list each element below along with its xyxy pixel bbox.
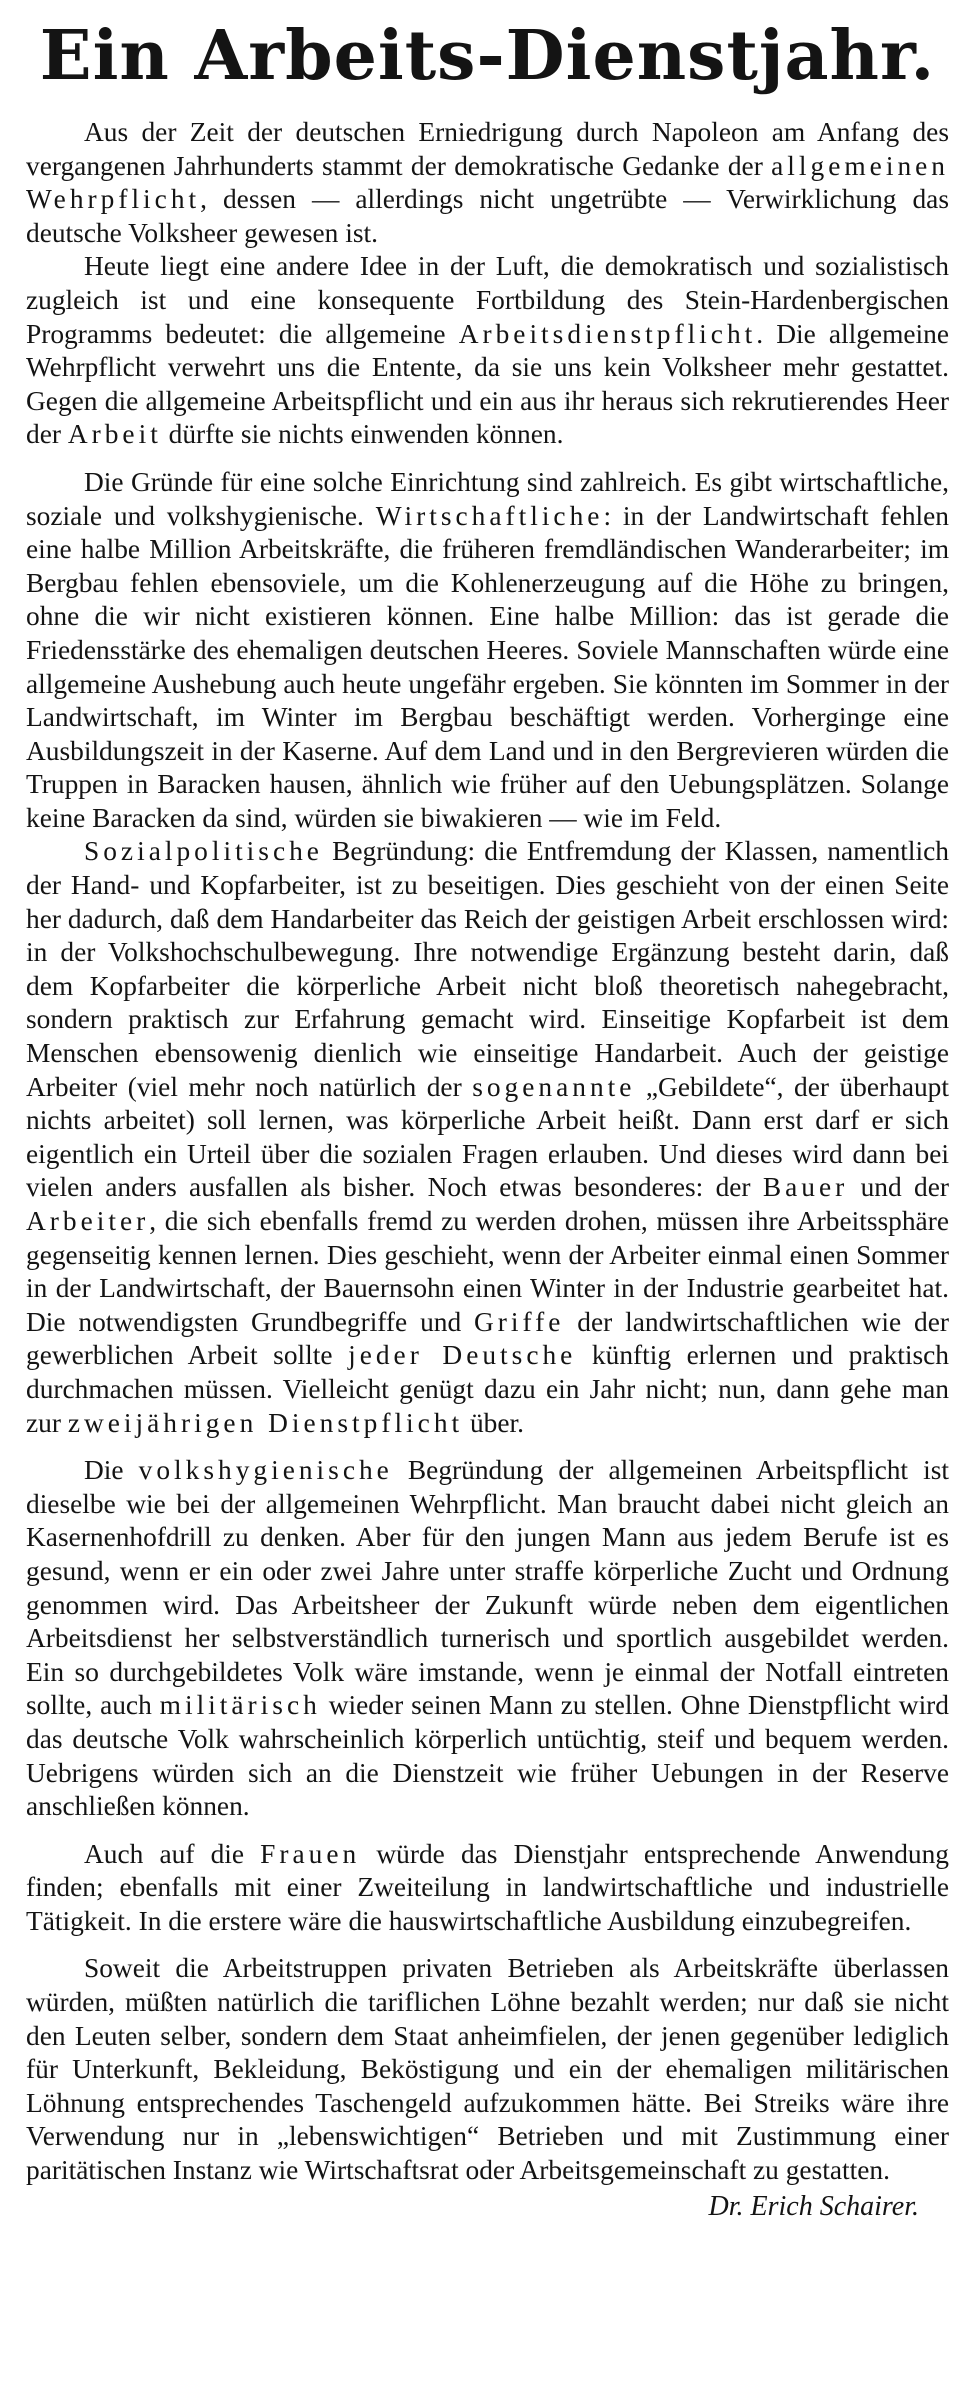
- author-signature: Dr. Erich Schairer.: [708, 2190, 919, 2222]
- spaced-emphasis: volkshygienische: [138, 1455, 393, 1486]
- article-paragraph: [26, 835, 949, 1440]
- article-paragraph: [26, 1454, 949, 1824]
- paragraph-text: Begründung der allgemeinen Arbeitspflicht ist dieselbe wie bei der allgemeinen Wehrpflicht. Man braucht dabei nicht gleich an Kasernenhofdrill zu denken. Aber für den jungen Mann aus jedem Berufe ist es gesund, wenn er ein oder zwei Jahre unter straffe körperliche Zucht und Ordnung genommen wird. Das Arbeitsheer der Zukunft würde neben dem eigentlichen Arbeitsdienst her selbstverständlich turnerisch und sportlich ausgebildet werden. Ein so durchgebildetes Volk wäre imstande, wenn je einmal der Notfall eintreten sollte, auch: [26, 1455, 949, 1721]
- spaced-emphasis: Griffe: [474, 1306, 565, 1337]
- paragraph-text: : in der Landwirtschaft fehlen eine halbe Million Arbeitskräfte, die früheren fremdländischen Wanderarbeiter; im Bergbau fehlen ebensoviele, um die Kohlenerzeugung auf die Höhe zu bringen, ohne die wir nicht existieren können. Eine halbe Million: das ist gerade die Friedensstärke des ehemaligen deutschen Heeres. Soviele Mannschaften würde eine allgemeine Aushebung auch heute ungefähr ergeben. Sie könnten im Sommer in der Landwirtschaft, im Winter im Bergbau beschäftigt werden. Vorherginge eine Ausbildungszeit in der Kaserne. Auf dem Land und in den Bergrevieren würden die Truppen in Baracken hausen, ähnlich wie früher auf den Uebungsplätzen. Solange keine Baracken da sind, würden sie biwakieren — wie im Feld.: [26, 500, 949, 833]
- paragraph-text: Auch auf die: [84, 1838, 261, 1869]
- article-paragraph: [26, 250, 949, 452]
- spaced-emphasis: zweijährigen Dienstpflicht: [67, 1407, 464, 1438]
- paragraph-text: der landwirtschaftlichen wie der gewerblichen Arbeit sollte: [26, 1306, 949, 1371]
- spaced-emphasis: Sozialpolitische: [84, 836, 323, 867]
- spaced-emphasis: jeder Deutsche: [348, 1340, 577, 1371]
- paragraph-text: Aus der Zeit der deutschen Erniedrigung durch Napoleon am Anfang des vergangenen Jahrhunderts stammt der demokratische Gedanke der: [26, 117, 949, 181]
- paragraph-text: „Gebildete“, der überhaupt nichts arbeitet) soll lernen, was körperliche Arbeit heißt. Dann erst darf er sich eigentlich ein Urteil über die sozialen Fragen erlauben. Und dieses wird dann bei vielen anders ausfallen als bisher. Noch etwas besonderes: der: [26, 1071, 949, 1203]
- spaced-emphasis: Arbeit: [67, 419, 162, 450]
- paragraph-text: Soweit die Arbeitstruppen privaten Betrieben als Arbeitskräfte überlassen würden, müßten natürlich die tariflichen Löhne bezahlt werden; nur daß sie nicht den Leuten selber, sondern dem Staat anheimfielen, der jenen gegenüber lediglich für Unterkunft, Bekleidung, Beköstigung und ein der ehemaligen militärischen Löhnung entsprechendes Taschengeld aufzukommen hätte. Bei Streiks wäre ihre Verwendung nur in „lebenswichtigen“ Betrieben und mit Zustimmung einer paritätischen Instanz wie Wirtschaftsrat oder Arbeitsgemeinschaft zu gestatten.: [26, 1953, 949, 2186]
- paragraph-text: , dessen — allerdings nicht ungetrübte — Verwirklichung das deutsche Volksheer gewesen ist.: [26, 184, 949, 248]
- paragraph-text: künftig erlernen und praktisch durchmachen müssen. Vielleicht genügt dazu ein Jahr nicht; nun, dann gehe man zur: [26, 1340, 949, 1438]
- spaced-emphasis: Wirtschaftliche: [375, 500, 604, 531]
- spaced-emphasis: Arbeitsdienstpflicht: [458, 318, 757, 349]
- paragraph-text: Begründung: die Entfremdung der Klassen, namentlich der Hand- und Kopfarbeiter, ist zu beseitigen. Dies geschieht von der einen Seite her dadurch, daß dem Handarbeiter das Reich der geistigen Arbeit erschlossen wird: in der Volkshochschulbewegung. Ihre notwendige Ergänzung besteht darin, daß dem Kopfarbeiter die körperliche Arbeit nicht bloß theoretisch nahegebracht, sondern praktisch zur Erfahrung gemacht wird. Einseitige Kopfarbeit ist dem Menschen ebensowenig dienlich wie einseitige Handarbeit. Auch der geistige Arbeiter (viel mehr noch natürlich der: [26, 836, 949, 1102]
- paragraph-text: wieder seinen Mann zu stellen. Ohne Dienstpflicht wird das deutsche Volk wahrscheinlich körperlich untüchtig, steif und bequem werden. Uebrigens würden sich an die Dienstzeit wie früher Uebungen in der Reserve anschließen können.: [26, 1690, 949, 1822]
- article-paragraph: [26, 1838, 949, 1939]
- paragraph-text: Heute liegt eine andere Idee in der Luft, die demokratisch und sozialistisch zugleich ist und eine konsequente Fortbildung des Stein-Hardenbergischen Programms bedeutet: die allgemeine: [26, 251, 949, 349]
- article-paragraph: [26, 1952, 949, 2187]
- paragraph-text: Die: [84, 1455, 139, 1486]
- spaced-emphasis: Bauer: [762, 1172, 849, 1203]
- spaced-emphasis: allgemeinen Wehrpflicht: [26, 150, 949, 215]
- paragraph-text: würde das Dienstjahr entsprechende Anwendung finden; ebenfalls mit einer Zweiteilung in landwirtschaftliche und industrielle Tätigkeit. In die erstere wäre die hauswirtschaftliche Ausbildung einzubegreifen.: [26, 1838, 949, 1936]
- spaced-emphasis: militärisch: [159, 1690, 321, 1721]
- paragraph-text: . Die allgemeine Wehrpflicht verwehrt uns die Entente, da sie uns kein Volksheer mehr gestattet. Gegen die allgemeine Arbeitspflicht und ein aus ihr heraus sich rekrutierendes Heer der: [26, 318, 949, 450]
- spaced-emphasis: Frauen: [260, 1838, 361, 1869]
- spaced-emphasis: sogenannte: [472, 1071, 636, 1102]
- article-paragraph: [26, 116, 949, 250]
- paragraph-text: dürfte sie nichts einwenden können.: [161, 419, 564, 450]
- spaced-emphasis: Arbeiter: [26, 1206, 150, 1236]
- paragraph-text: über.: [463, 1407, 524, 1438]
- paragraph-text: und der: [848, 1172, 949, 1203]
- article-paragraph: [26, 466, 949, 836]
- paragraph-text: , die sich ebenfalls fremd zu werden drohen, müssen ihre Arbeitssphäre gegenseitig kennen lernen. Dies geschieht, wenn der Arbeiter einmal einen Sommer in der Landwirtschaft, der Bauernsohn einen Winter in der Industrie gearbeitet hat. Die notwendigsten Grundbegriffe und: [26, 1206, 949, 1337]
- paragraph-text: Die Gründe für eine solche Einrichtung sind zahlreich. Es gibt wirtschaftliche, soziale und volkshygienische.: [26, 466, 949, 531]
- article-body: [26, 116, 949, 2188]
- article-title: Ein Arbeits-Dienstjahr.: [39, 16, 936, 96]
